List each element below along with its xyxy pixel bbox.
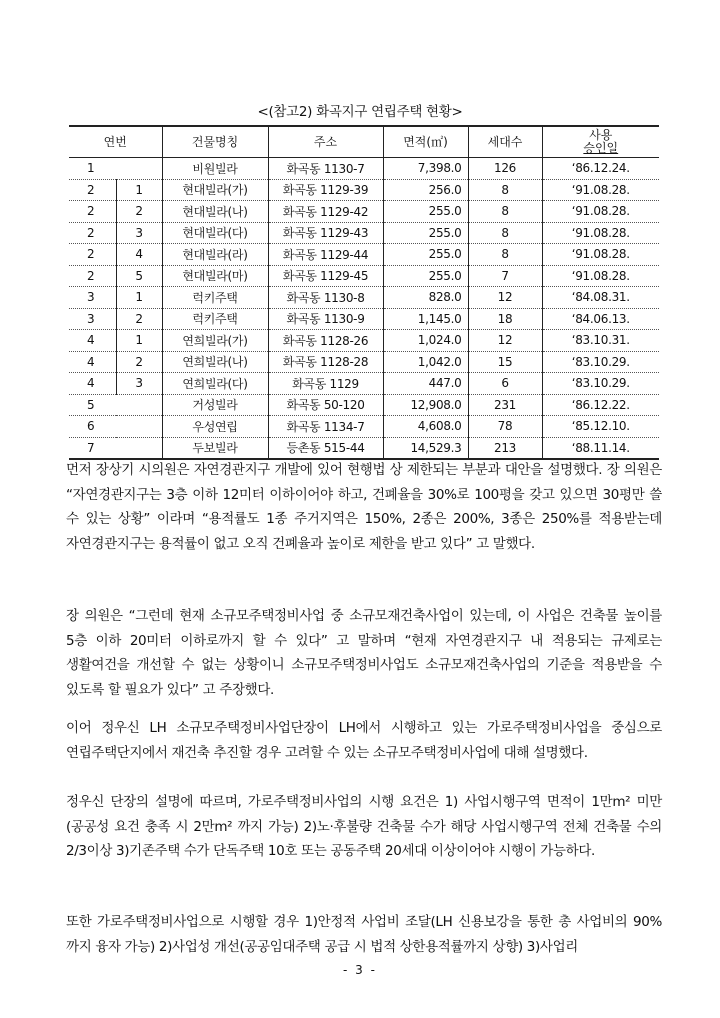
header-area: 면적(㎡) [383, 126, 468, 158]
cell-address: 화곡동 1129-42 [268, 201, 383, 223]
cell-serial-number: 2 [69, 244, 116, 266]
cell-building-name: 두보빌라 [162, 437, 268, 459]
header-approval-date [542, 126, 659, 158]
cell-households: 8 [468, 179, 542, 201]
table-row [69, 222, 659, 244]
cell-approval-date: ‘84.06.13. [542, 308, 659, 330]
cell-approval-date: ‘91.08.28. [542, 179, 659, 201]
cell-building-name: 현대빌라(라) [162, 244, 268, 266]
cell-building-name: 비원빌라 [162, 158, 268, 180]
cell-sub-number: 2 [116, 308, 162, 330]
cell-building-name: 현대빌라(마) [162, 265, 268, 287]
cell-sub-number: 1 [116, 287, 162, 309]
cell-approval-date: ‘86.12.22. [542, 394, 659, 416]
cell-approval-date: ‘91.08.28. [542, 201, 659, 223]
cell-sub-number: 4 [116, 244, 162, 266]
body-paragraph: 장 의원은 “그런데 현재 소규모주택정비사업 중 소규모재건축사업이 있는데, 이 사업은 건축물 높이를 5층 이하 20미터 이하로까지 할 수 있다” 고 말하며 “현재 자연경관지구 내 적용되는 규제로는 생활여건을 개선할 수 없는 상황이니 소규모주택정비사업도 소규모재건축사업의 기준을 적용받을 수 있도록 할 필요가 있다” 고 주장했다. [66, 608, 662, 698]
cell-area: 255.0 [383, 201, 468, 223]
cell-sub-number: 3 [116, 222, 162, 244]
cell-sub-number: 2 [116, 201, 162, 223]
table-row [69, 330, 659, 352]
cell-sub-number: 5 [116, 265, 162, 287]
cell-address: 화곡동 1130-8 [268, 287, 383, 309]
page-number: - 3 - [343, 963, 377, 977]
cell-address: 화곡동 1128-28 [268, 351, 383, 373]
body-paragraph: 또한 가로주택정비사업으로 시행할 경우 1)안정적 사업비 조달(LH 신용보강을 통한 총 사업비의 90%까지 융자 가능) 2)사업성 개선(공공임대주택 공급 시 법적 상한용적률까지 상향) 3)사업리 [66, 914, 662, 955]
cell-approval-date: ‘91.08.28. [542, 265, 659, 287]
cell-building-name: 연희빌라(가) [162, 330, 268, 352]
cell-serial-number: 7 [87, 440, 95, 455]
cell-serial-number: 2 [69, 222, 116, 244]
cell-serial-number: 2 [69, 265, 116, 287]
table-row [69, 179, 659, 201]
cell-serial-number: 3 [69, 287, 116, 309]
cell-serial-number: 4 [69, 330, 116, 352]
cell-households: 8 [468, 201, 542, 223]
cell-sub-number: 1 [116, 179, 162, 201]
cell-serial-number: 2 [69, 179, 116, 201]
cell-area: 1,042.0 [383, 351, 468, 373]
table-row [69, 158, 659, 180]
cell-sub-number: 2 [116, 351, 162, 373]
header-address: 주소 [268, 126, 383, 158]
cell-serial-number: 2 [69, 201, 116, 223]
body-paragraph: 정우신 단장의 설명에 따르며, 가로주택정비사업의 시행 요건은 1) 사업시행구역 면적이 1만m² 미만(공공성 요건 충족 시 2만m² 까지 가능) 2)노·후불량 건축물 수가 해당 사업시행구역 전체 건축물 수의 2/3이상 3)기존주택 수가 단독주택 10호 또는 공동주택 20세대 이상이어야 시행이 가능하다. [66, 794, 662, 859]
header-approval-date-line1: 사용 [589, 128, 613, 142]
cell-address: 화곡동 1129-39 [268, 179, 383, 201]
cell-households: 126 [468, 158, 542, 180]
cell-address: 화곡동 1129-45 [268, 265, 383, 287]
table-header-row [69, 126, 659, 158]
cell-households: 6 [468, 373, 542, 395]
cell-area: 255.0 [383, 244, 468, 266]
cell-area: 12,908.0 [383, 394, 468, 416]
cell-area: 14,529.3 [383, 437, 468, 459]
cell-approval-date: ‘83.10.31. [542, 330, 659, 352]
cell-approval-date: ‘84.08.31. [542, 287, 659, 309]
cell-building-name: 럭키주택 [162, 287, 268, 309]
cell-address: 화곡동 1134-7 [268, 416, 383, 438]
cell-households: 8 [468, 222, 542, 244]
cell-area: 828.0 [383, 287, 468, 309]
cell-serial-number: 3 [69, 308, 116, 330]
cell-address: 화곡동 1129-43 [268, 222, 383, 244]
table-row [69, 201, 659, 223]
cell-area: 1,145.0 [383, 308, 468, 330]
table-row [69, 287, 659, 309]
cell-area: 256.0 [383, 179, 468, 201]
cell-area: 255.0 [383, 265, 468, 287]
cell-serial-number: 6 [69, 416, 162, 438]
cell-sub-number: 1 [116, 330, 162, 352]
housing-status-table [69, 125, 659, 460]
cell-approval-date: ‘86.12.24. [542, 158, 659, 180]
cell-address: 화곡동 1128-26 [268, 330, 383, 352]
cell-approval-date: ‘88.11.14. [542, 437, 659, 459]
cell-approval-date: ‘83.10.29. [542, 351, 659, 373]
cell-households: 12 [468, 287, 542, 309]
cell-area: 4,608.0 [383, 416, 468, 438]
cell-households: 231 [468, 394, 542, 416]
table-row [69, 244, 659, 266]
cell-serial-number: 4 [69, 373, 116, 395]
table-row [69, 373, 659, 395]
cell-households: 7 [468, 265, 542, 287]
cell-approval-date: ‘85.12.10. [542, 416, 659, 438]
cell-address: 등촌동 515-44 [268, 437, 383, 459]
cell-address: 화곡동 1130-7 [268, 158, 383, 180]
cell-area: 7,398.0 [383, 158, 468, 180]
cell-address: 화곡동 1129 [268, 373, 383, 395]
table-row [69, 437, 659, 459]
header-households: 세대수 [468, 126, 542, 158]
header-building-name: 건물명칭 [162, 126, 268, 158]
table-row [69, 265, 659, 287]
header-approval-date-line2: 승인일 [583, 141, 619, 155]
cell-serial-number: 5 [69, 394, 162, 416]
cell-building-name: 럭키주택 [162, 308, 268, 330]
cell-serial-number: 4 [69, 351, 116, 373]
cell-building-name: 연희빌라(나) [162, 351, 268, 373]
cell-households: 18 [468, 308, 542, 330]
cell-area: 447.0 [383, 373, 468, 395]
cell-households: 213 [468, 437, 542, 459]
cell-households: 8 [468, 244, 542, 266]
cell-households: 78 [468, 416, 542, 438]
cell-sub-number: 3 [116, 373, 162, 395]
cell-address: 화곡동 1130-9 [268, 308, 383, 330]
cell-approval-date: ‘91.08.28. [542, 244, 659, 266]
cell-address: 화곡동 1129-44 [268, 244, 383, 266]
cell-approval-date: ‘83.10.29. [542, 373, 659, 395]
cell-serial-number: 1 [69, 158, 162, 180]
table-caption: <(참고2) 화곡지구 연립주택 현황> [257, 104, 463, 120]
cell-households: 12 [468, 330, 542, 352]
cell-area: 1,024.0 [383, 330, 468, 352]
table-row [69, 416, 659, 438]
cell-building-name: 현대빌라(나) [162, 201, 268, 223]
header-serial-number: 연번 [69, 126, 162, 158]
table-row [69, 394, 659, 416]
table-row [69, 308, 659, 330]
body-paragraph: 이어 정우신 LH 소규모주택정비사업단장이 LH에서 시행하고 있는 가로주택정비사업을 중심으로 연립주택단지에서 재건축 추진할 경우 고려할 수 있는 소규모주택정비사업에 대해 설명했다. [66, 720, 662, 761]
body-paragraph: 먼저 장상기 시의원은 자연경관지구 개발에 있어 현행법 상 제한되는 부분과 대안을 설명했다. 장 의원은 “자연경관지구는 3층 이하 12미터 이하이어야 하고, 건폐율을 30%로 100평을 갖고 있으면 30평만 쓸 수 있는 상황” 이라며 “용적률도 1종 주거지역은 150%, 2종은 200%, 3종은 250%를 적용받는데 자연경관지구는 용적률이 없고 오직 건폐율과 높이로 제한을 받고 있다” 고 말했다. [66, 462, 662, 552]
cell-approval-date: ‘91.08.28. [542, 222, 659, 244]
cell-area: 255.0 [383, 222, 468, 244]
cell-building-name: 연희빌라(다) [162, 373, 268, 395]
cell-building-name: 거성빌라 [162, 394, 268, 416]
cell-address: 화곡동 50-120 [268, 394, 383, 416]
cell-building-name: 현대빌라(다) [162, 222, 268, 244]
table-row [69, 351, 659, 373]
cell-building-name: 현대빌라(가) [162, 179, 268, 201]
cell-households: 15 [468, 351, 542, 373]
cell-building-name: 우성연립 [162, 416, 268, 438]
